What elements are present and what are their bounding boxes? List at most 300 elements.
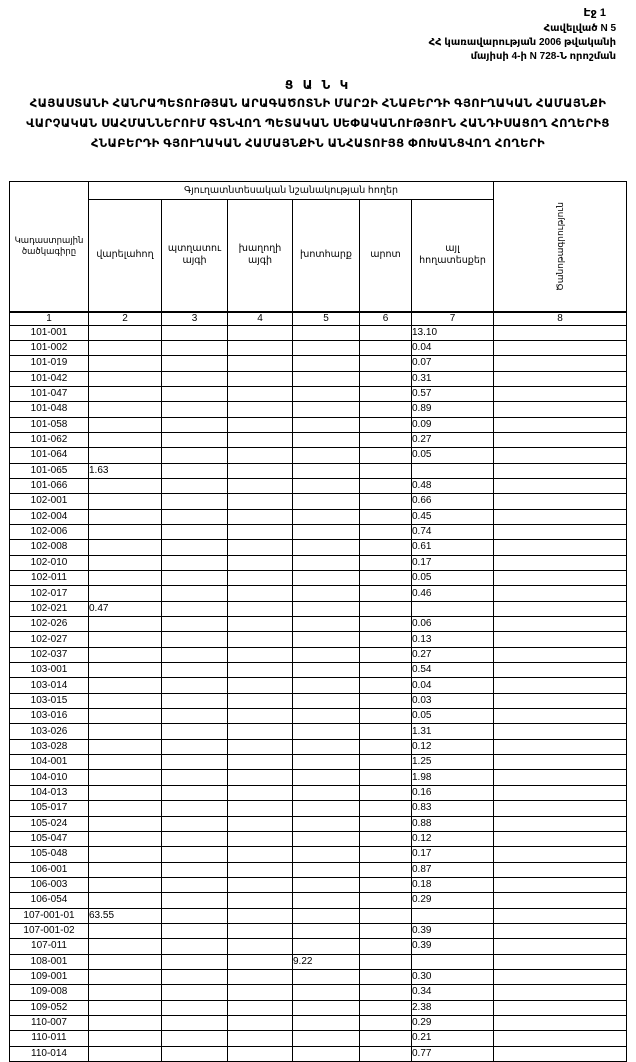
table-row <box>10 985 627 1000</box>
cell-hayfield <box>293 524 360 539</box>
cell-orchard <box>162 893 228 908</box>
cell-note <box>494 356 627 371</box>
cell-hayfield <box>293 893 360 908</box>
cell-other-land: 0.06 <box>412 617 494 632</box>
cell-orchard <box>162 386 228 401</box>
header-orchard: պտղատու այգի <box>162 200 228 312</box>
cell-vineyard <box>228 478 293 493</box>
cell-cadastral-code: 102-004 <box>10 509 89 524</box>
cell-hayfield <box>293 571 360 586</box>
cell-cadastral-code: 101-047 <box>10 386 89 401</box>
cell-note <box>494 632 627 647</box>
cell-other-land: 13.10 <box>412 325 494 340</box>
cell-hayfield <box>293 724 360 739</box>
cell-arable <box>89 540 162 555</box>
cell-other-land: 0.74 <box>412 524 494 539</box>
cell-vineyard <box>228 969 293 984</box>
cell-orchard <box>162 785 228 800</box>
cell-hayfield <box>293 847 360 862</box>
cell-pasture <box>360 494 412 509</box>
cell-other-land: 0.21 <box>412 1031 494 1046</box>
cell-arable <box>89 724 162 739</box>
cell-hayfield <box>293 709 360 724</box>
cell-orchard <box>162 417 228 432</box>
cell-arable <box>89 632 162 647</box>
table-row <box>10 847 627 862</box>
cell-pasture <box>360 709 412 724</box>
table-row <box>10 755 627 770</box>
cell-note <box>494 770 627 785</box>
cell-other-land: 0.12 <box>412 739 494 754</box>
cell-other-land <box>412 954 494 969</box>
cell-note <box>494 571 627 586</box>
table-row <box>10 724 627 739</box>
column-number-row <box>10 312 627 326</box>
cell-hayfield <box>293 509 360 524</box>
cell-other-land: 1.31 <box>412 724 494 739</box>
cell-pasture <box>360 1000 412 1015</box>
cell-arable <box>89 847 162 862</box>
cell-pasture <box>360 617 412 632</box>
cell-cadastral-code: 102-006 <box>10 524 89 539</box>
cell-arable <box>89 923 162 938</box>
cell-orchard <box>162 571 228 586</box>
cell-hayfield <box>293 647 360 662</box>
cell-pasture <box>360 816 412 831</box>
cell-other-land: 0.04 <box>412 340 494 355</box>
cell-pasture <box>360 448 412 463</box>
cell-note <box>494 877 627 892</box>
table-row <box>10 340 627 355</box>
cell-vineyard <box>228 739 293 754</box>
table-row <box>10 386 627 401</box>
cell-note <box>494 663 627 678</box>
cell-other-land: 0.57 <box>412 386 494 401</box>
table-row <box>10 709 627 724</box>
cell-note <box>494 831 627 846</box>
header-vineyard: խաղողի այգի <box>228 200 293 312</box>
cell-pasture <box>360 877 412 892</box>
cell-other-land: 0.48 <box>412 478 494 493</box>
cell-pasture <box>360 847 412 862</box>
cell-vineyard <box>228 509 293 524</box>
cell-other-land: 0.17 <box>412 847 494 862</box>
cell-hayfield <box>293 785 360 800</box>
cell-hayfield <box>293 816 360 831</box>
cell-arable <box>89 1000 162 1015</box>
cell-other-land: 1.25 <box>412 755 494 770</box>
cell-arable <box>89 816 162 831</box>
cell-vineyard <box>228 908 293 923</box>
cell-arable <box>89 893 162 908</box>
appendix-line-3: մայիսի 4-ի N 728-Ն որոշման <box>470 51 616 62</box>
cell-vineyard <box>228 693 293 708</box>
cell-cadastral-code: 102-008 <box>10 540 89 555</box>
cell-other-land: 0.05 <box>412 448 494 463</box>
cell-orchard <box>162 356 228 371</box>
cell-cadastral-code: 110-014 <box>10 1046 89 1061</box>
cell-pasture <box>360 693 412 708</box>
table-row <box>10 632 627 647</box>
cell-orchard <box>162 647 228 662</box>
cell-note <box>494 524 627 539</box>
cell-cadastral-code: 101-066 <box>10 478 89 493</box>
table-row <box>10 969 627 984</box>
cell-orchard <box>162 739 228 754</box>
cell-vineyard <box>228 724 293 739</box>
header-arable: վարելահող <box>89 200 162 312</box>
cell-arable <box>89 509 162 524</box>
cell-arable <box>89 709 162 724</box>
cell-vineyard <box>228 847 293 862</box>
cell-other-land: 0.05 <box>412 709 494 724</box>
table-row <box>10 739 627 754</box>
cell-vineyard <box>228 939 293 954</box>
cell-vineyard <box>228 325 293 340</box>
cell-arable <box>89 617 162 632</box>
cell-note <box>494 939 627 954</box>
cell-hayfield <box>293 371 360 386</box>
cell-hayfield <box>293 617 360 632</box>
cell-vineyard <box>228 340 293 355</box>
cell-orchard <box>162 908 228 923</box>
cell-note <box>494 724 627 739</box>
cell-arable <box>89 1046 162 1061</box>
cell-other-land <box>412 601 494 616</box>
cell-other-land: 0.16 <box>412 785 494 800</box>
cell-note <box>494 555 627 570</box>
cell-hayfield <box>293 985 360 1000</box>
cell-vineyard <box>228 663 293 678</box>
table-row <box>10 356 627 371</box>
table-row <box>10 923 627 938</box>
cell-orchard <box>162 678 228 693</box>
cell-cadastral-code: 103-001 <box>10 663 89 678</box>
cell-pasture <box>360 478 412 493</box>
cell-pasture <box>360 755 412 770</box>
cell-other-land: 0.39 <box>412 939 494 954</box>
cell-arable <box>89 785 162 800</box>
cell-vineyard <box>228 785 293 800</box>
cell-orchard <box>162 831 228 846</box>
cell-orchard <box>162 432 228 447</box>
cell-orchard <box>162 371 228 386</box>
header-hayfield: խոտհարք <box>293 200 360 312</box>
cell-cadastral-code: 101-042 <box>10 371 89 386</box>
cell-hayfield <box>293 632 360 647</box>
cell-orchard <box>162 632 228 647</box>
cell-other-land: 0.13 <box>412 632 494 647</box>
cell-vineyard <box>228 923 293 938</box>
cell-vineyard <box>228 402 293 417</box>
cell-orchard <box>162 847 228 862</box>
cell-vineyard <box>228 356 293 371</box>
cell-orchard <box>162 1000 228 1015</box>
cell-cadastral-code: 104-013 <box>10 785 89 800</box>
cell-orchard <box>162 601 228 616</box>
cell-orchard <box>162 755 228 770</box>
cell-arable <box>89 524 162 539</box>
cell-other-land: 0.27 <box>412 432 494 447</box>
cell-arable <box>89 432 162 447</box>
cell-other-land: 0.61 <box>412 540 494 555</box>
cell-note <box>494 417 627 432</box>
cell-arable <box>89 801 162 816</box>
column-number: 7 <box>412 312 494 326</box>
title-description: ՀԱՅԱՍՏԱՆԻ ՀԱՆՐԱՊԵՏՈՒԹՅԱՆ ԱՐԱԳԱԾՈՏՆԻ ՄԱՐԶԻ ՀՆԱԲԵՐԴԻ ԳՅՈՒՂԱԿԱՆ ՀԱՄԱՅՆՔԻ ՎԱՐՉԱԿԱՆ ՍԱՀՄԱՆՆԵՐՈՒՄ ԳՏՆՎՈՂ ՊԵՏԱԿԱՆ ՍԵՓԱԿԱՆՈՒԹՅՈՒՆ ՀԱՆԴԻՍԱՑՈՂ ՀՈՂԵՐԻՑ ՀՆԱԲԵՐԴԻ ԳՅՈՒՂԱԿԱՆ ՀԱՄԱՅՆՔԻՆ ԱՆՀԱՏՈՒՅՑ ՓՈԽԱՆՑՎՈՂ ՀՈՂԵՐԻ <box>26 98 610 150</box>
cell-note <box>494 847 627 862</box>
land-table <box>9 181 627 1062</box>
cell-note <box>494 1015 627 1030</box>
cell-note <box>494 862 627 877</box>
cell-hayfield <box>293 663 360 678</box>
cell-pasture <box>360 571 412 586</box>
cell-arable <box>89 340 162 355</box>
table-row <box>10 540 627 555</box>
table-row <box>10 908 627 923</box>
cell-note <box>494 739 627 754</box>
cell-arable <box>89 1031 162 1046</box>
cell-other-land: 0.18 <box>412 877 494 892</box>
table-row <box>10 1015 627 1030</box>
cell-note <box>494 478 627 493</box>
table-row <box>10 893 627 908</box>
cell-other-land: 0.04 <box>412 678 494 693</box>
cell-hayfield <box>293 877 360 892</box>
cell-other-land: 0.39 <box>412 923 494 938</box>
cell-arable <box>89 969 162 984</box>
cell-other-land <box>412 908 494 923</box>
cell-pasture <box>360 524 412 539</box>
cell-pasture <box>360 325 412 340</box>
cell-orchard <box>162 509 228 524</box>
cell-cadastral-code: 102-010 <box>10 555 89 570</box>
cell-hayfield <box>293 693 360 708</box>
cell-vineyard <box>228 1000 293 1015</box>
cell-cadastral-code: 105-048 <box>10 847 89 862</box>
cell-arable <box>89 386 162 401</box>
cell-hayfield <box>293 908 360 923</box>
table-row <box>10 601 627 616</box>
header-note-label: Ծանոթագրություն <box>554 201 565 291</box>
cell-vineyard <box>228 386 293 401</box>
cell-orchard <box>162 524 228 539</box>
cell-cadastral-code: 104-001 <box>10 755 89 770</box>
column-number: 1 <box>10 312 89 326</box>
table-row <box>10 954 627 969</box>
cell-hayfield <box>293 770 360 785</box>
table-row <box>10 617 627 632</box>
table-row <box>10 647 627 662</box>
cell-arable: 1.63 <box>89 463 162 478</box>
cell-hayfield <box>293 555 360 570</box>
cell-other-land: 0.77 <box>412 1046 494 1061</box>
cell-arable <box>89 402 162 417</box>
cell-hayfield <box>293 463 360 478</box>
cell-arable <box>89 647 162 662</box>
cell-vineyard <box>228 632 293 647</box>
cell-orchard <box>162 555 228 570</box>
cell-pasture <box>360 663 412 678</box>
cell-note <box>494 908 627 923</box>
cell-cadastral-code: 101-048 <box>10 402 89 417</box>
cell-note <box>494 678 627 693</box>
cell-hayfield <box>293 356 360 371</box>
cell-arable <box>89 494 162 509</box>
cell-vineyard <box>228 586 293 601</box>
cell-other-land <box>412 463 494 478</box>
cell-other-land: 0.34 <box>412 985 494 1000</box>
cell-pasture <box>360 1031 412 1046</box>
cell-orchard <box>162 617 228 632</box>
cell-pasture <box>360 739 412 754</box>
table-row <box>10 801 627 816</box>
cell-vineyard <box>228 540 293 555</box>
column-number: 5 <box>293 312 360 326</box>
cell-note <box>494 494 627 509</box>
cell-arable <box>89 678 162 693</box>
cell-vineyard <box>228 985 293 1000</box>
cell-vineyard <box>228 555 293 570</box>
cell-pasture <box>360 647 412 662</box>
column-number: 8 <box>494 312 627 326</box>
table-row <box>10 432 627 447</box>
cell-note <box>494 709 627 724</box>
cell-orchard <box>162 801 228 816</box>
cell-note <box>494 540 627 555</box>
cell-note <box>494 432 627 447</box>
cell-cadastral-code: 105-047 <box>10 831 89 846</box>
cell-orchard <box>162 693 228 708</box>
cell-cadastral-code: 106-003 <box>10 877 89 892</box>
table-row <box>10 555 627 570</box>
cell-cadastral-code: 108-001 <box>10 954 89 969</box>
cell-vineyard <box>228 755 293 770</box>
cell-cadastral-code: 106-001 <box>10 862 89 877</box>
cell-pasture <box>360 785 412 800</box>
cell-cadastral-code: 102-026 <box>10 617 89 632</box>
cell-hayfield <box>293 862 360 877</box>
cell-arable <box>89 877 162 892</box>
cell-pasture <box>360 417 412 432</box>
column-number: 3 <box>162 312 228 326</box>
appendix-line-2: ՀՀ կառավարության 2006 թվականի <box>428 37 616 48</box>
cell-cadastral-code: 103-015 <box>10 693 89 708</box>
cell-hayfield <box>293 1046 360 1061</box>
cell-other-land: 0.89 <box>412 402 494 417</box>
cell-note <box>494 463 627 478</box>
cell-cadastral-code: 110-011 <box>10 1031 89 1046</box>
cell-hayfield <box>293 831 360 846</box>
cell-note <box>494 816 627 831</box>
cell-cadastral-code: 101-064 <box>10 448 89 463</box>
cell-orchard <box>162 969 228 984</box>
cell-vineyard <box>228 371 293 386</box>
table-row <box>10 1046 627 1061</box>
cell-arable <box>89 739 162 754</box>
cell-other-land: 0.27 <box>412 647 494 662</box>
cell-arable <box>89 770 162 785</box>
cell-note <box>494 371 627 386</box>
cell-vineyard <box>228 647 293 662</box>
cell-cadastral-code: 102-027 <box>10 632 89 647</box>
cell-orchard <box>162 939 228 954</box>
cell-pasture <box>360 954 412 969</box>
cell-cadastral-code: 107-011 <box>10 939 89 954</box>
table-row <box>10 770 627 785</box>
cell-vineyard <box>228 1031 293 1046</box>
cell-other-land: 0.31 <box>412 371 494 386</box>
cell-note <box>494 1031 627 1046</box>
title-list-heading: Ց Ա Ն Կ <box>284 78 352 92</box>
cell-orchard <box>162 877 228 892</box>
cell-cadastral-code: 109-008 <box>10 985 89 1000</box>
cell-pasture <box>360 939 412 954</box>
cell-note <box>494 785 627 800</box>
cell-pasture <box>360 770 412 785</box>
cell-cadastral-code: 103-016 <box>10 709 89 724</box>
cell-pasture <box>360 509 412 524</box>
cell-other-land: 0.29 <box>412 893 494 908</box>
header-pasture: արոտ <box>360 200 412 312</box>
cell-note <box>494 1000 627 1015</box>
cell-vineyard <box>228 709 293 724</box>
cell-other-land: 0.30 <box>412 969 494 984</box>
cell-hayfield: 9.22 <box>293 954 360 969</box>
table-row <box>10 693 627 708</box>
page-number: Էջ 1 <box>583 7 606 19</box>
cell-orchard <box>162 586 228 601</box>
cell-vineyard <box>228 432 293 447</box>
cell-cadastral-code: 104-010 <box>10 770 89 785</box>
cell-orchard <box>162 463 228 478</box>
table-row <box>10 1031 627 1046</box>
cell-cadastral-code: 105-017 <box>10 801 89 816</box>
cell-vineyard <box>228 463 293 478</box>
cell-vineyard <box>228 678 293 693</box>
cell-arable <box>89 555 162 570</box>
table-row <box>10 478 627 493</box>
cell-cadastral-code: 102-011 <box>10 571 89 586</box>
cell-hayfield <box>293 340 360 355</box>
cell-orchard <box>162 402 228 417</box>
cell-hayfield <box>293 402 360 417</box>
table-row <box>10 417 627 432</box>
cell-orchard <box>162 862 228 877</box>
cell-other-land: 0.29 <box>412 1015 494 1030</box>
cell-arable <box>89 939 162 954</box>
cell-orchard <box>162 340 228 355</box>
cell-other-land: 0.09 <box>412 417 494 432</box>
cell-other-land: 0.45 <box>412 509 494 524</box>
table-body <box>10 325 627 1062</box>
cell-other-land: 0.54 <box>412 663 494 678</box>
table-row <box>10 877 627 892</box>
cell-vineyard <box>228 877 293 892</box>
cell-arable <box>89 356 162 371</box>
header-note <box>494 182 627 312</box>
cell-orchard <box>162 1046 228 1061</box>
table-row <box>10 448 627 463</box>
cell-cadastral-code: 102-021 <box>10 601 89 616</box>
cell-note <box>494 755 627 770</box>
cell-orchard <box>162 954 228 969</box>
cell-hayfield <box>293 1031 360 1046</box>
cell-other-land: 0.03 <box>412 693 494 708</box>
cell-arable <box>89 693 162 708</box>
cell-vineyard <box>228 862 293 877</box>
cell-pasture <box>360 908 412 923</box>
